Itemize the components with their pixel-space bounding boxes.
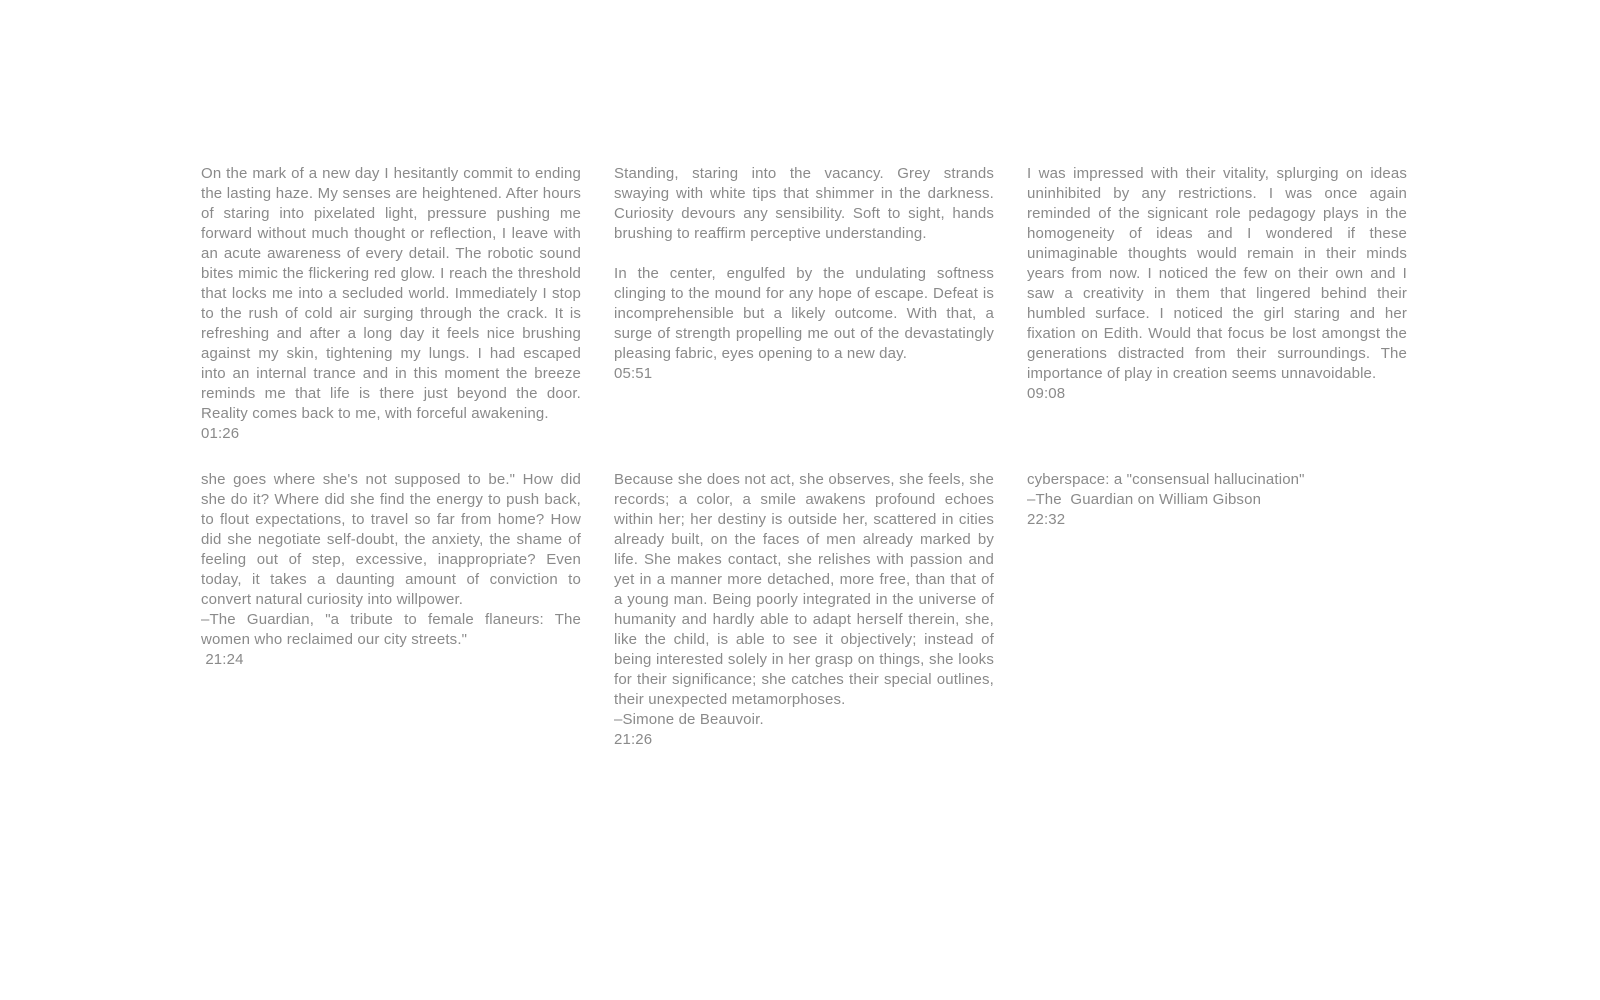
journal-entry-6 [1027, 470, 1407, 750]
entry-paragraph: Because she does not act, she observes, she feels, she records; a color, a smile awakens profound echoes within her; her destiny is outside her, scattered in cities already built, on the faces of men already marked by life. She makes contact, she relishes with passion and yet in a manner more detached, more free, than that of a young man. Being poorly integrated in the universe of humanity and hardly able to adapt herself therein, she, like the child, is able to see it objectively; instead of being interested solely in her grasp on things, she looks for their significance; she catches their special outlines, their unexpected metamorphoses. [614, 471, 994, 708]
journal-entry-3 [1027, 164, 1407, 444]
entry-paragraph: On the mark of a new day I hesitantly commit to ending the lasting haze. My senses are heightened. After hours of staring into pixelated light, pressure pushing me forward without much thought or reflection, I leave with an acute awareness of every detail. The robotic sound bites mimic the flickering red glow. I reach the threshold that locks me into a secluded world. Immediately I stop to the rush of cold air surging through the crack. It is refreshing and after a long day it feels nice brushing against my skin, tightening my lungs. I had escaped into an internal trance and in this moment the breeze reminds me that life is there just beyond the door. Reality comes back to me, with forceful awakening. [201, 165, 581, 422]
entry-attribution: –The Guardian on William Gibson [1027, 491, 1262, 508]
entry-paragraph: Standing, staring into the vacancy. Grey strands swaying with white tips that shimmer in the darkness. Curiosity devours any sensibility. Soft to sight, hands brushing to reaffirm perceptive understanding. [614, 165, 994, 242]
entry-attribution: –Simone de Beauvoir. [614, 711, 764, 728]
entry-paragraph: cyberspace: a "consensual hallucination" [1027, 471, 1305, 488]
entry-paragraph: she goes where she's not supposed to be." How did she do it? Where did she find the energy to push back, to flout expectations, to travel so far from home? How did she negotiate self-doubt, the anxiety, the shame of feeling out of step, excessive, inappropriate? Even today, it takes a daunting amount of conviction to convert natural curiosity into willpower. [201, 471, 581, 608]
entry-timestamp: 09:08 [1027, 385, 1066, 402]
entry-timestamp: 21:24 [201, 651, 244, 668]
entry-timestamp: 22:32 [1027, 511, 1066, 528]
journal-entry-5 [614, 470, 994, 750]
journal-entry-2 [614, 164, 994, 444]
journal-entry-1 [201, 164, 581, 444]
entry-attribution: –The Guardian, "a tribute to female flaneurs: The women who reclaimed our city streets." [201, 611, 581, 648]
journal-entry-4 [201, 470, 581, 750]
entry-timestamp: 21:26 [614, 731, 653, 748]
journal-grid [201, 164, 1407, 750]
entry-paragraph: I was impressed with their vitality, splurging on ideas uninhibited by any restrictions. I was once again reminded of the signicant role pedagogy plays in the homogeneity of ideas and I wondered if these unimaginable thoughts would remain in their minds years from now. I noticed the few on their own and I saw a creativity in them that lingered behind their humbled surface. I noticed the girl staring and her fixation on Edith. Would that focus be lost amongst the generations distracted from their surroundings. The importance of play in creation seems unnavoidable. [1027, 165, 1407, 382]
entry-timestamp: 05:51 [614, 365, 653, 382]
entry-timestamp: 01:26 [201, 425, 240, 442]
entry-paragraph: In the center, engulfed by the undulating softness clinging to the mound for any hope of escape. Defeat is incomprehensible but a likely outcome. With that, a surge of strength propelling me out of the devastatingly pleasing fabric, eyes opening to a new day. [614, 265, 994, 362]
